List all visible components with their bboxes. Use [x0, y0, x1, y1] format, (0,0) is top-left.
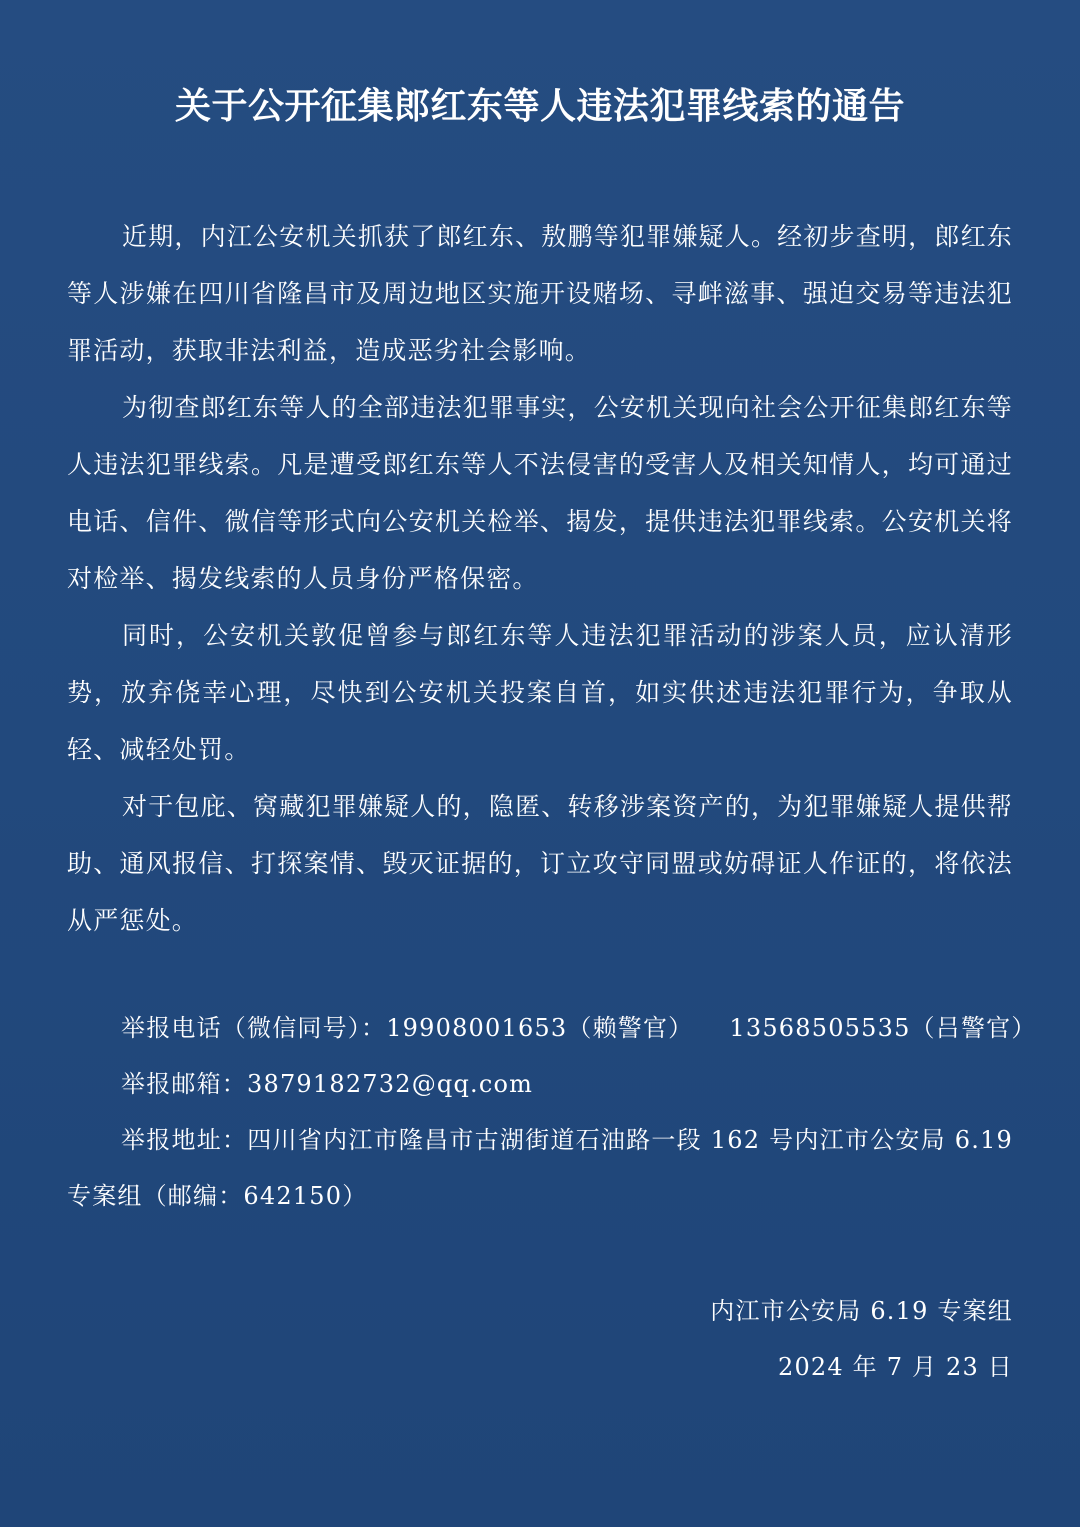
report-phone-label: 举报电话（微信同号）：: [121, 1014, 387, 1042]
paragraph-warning: 对于包庇、窝藏犯罪嫌疑人的，隐匿、转移涉案资产的，为犯罪嫌疑人提供帮助、通风报信、打探案情、毁灭证据的，订立攻守同盟或妨碍证人作证的，将依法从严惩处。: [67, 792, 1013, 935]
report-email-line: [67, 1056, 1013, 1112]
report-phone-2[interactable]: 13568505535（吕警官）: [729, 1014, 1037, 1042]
report-email-label: 举报邮箱：: [121, 1070, 247, 1098]
paragraph-solicit-clues: 为彻查郎红东等人的全部违法犯罪事实，公安机关现向社会公开征集郎红东等人违法犯罪线索。凡是遭受郎红东等人不法侵害的受害人及相关知情人，均可通过电话、信件、微信等形式向公安机关检举、揭发，提供违法犯罪线索。公安机关将对检举、揭发线索的人员身份严格保密。: [67, 393, 1013, 593]
signature-org: 内江市公安局 6.19 专案组: [710, 1297, 1013, 1325]
report-contacts: [67, 1000, 1037, 1224]
report-phone-line: [67, 1000, 1037, 1056]
report-email[interactable]: 3879182732@qq.com: [247, 1070, 534, 1098]
notice-body: [67, 208, 1013, 949]
report-address-label: 举报地址：: [121, 1126, 248, 1154]
report-address-line: [67, 1112, 1013, 1224]
notice-signature: [710, 1283, 1013, 1395]
report-phone-1[interactable]: 19908001653（赖警官）: [386, 1014, 694, 1042]
paragraph-urge-surrender: 同时，公安机关敦促曾参与郎红东等人违法犯罪活动的涉案人员，应认清形势，放弃侥幸心理，尽快到公安机关投案自首，如实供述违法犯罪行为，争取从轻、减轻处罚。: [67, 621, 1013, 764]
report-address: 四川省内江市隆昌市古湖街道石油路一段 162 号内江市公安局 6.19 专案组（邮编：642150）: [67, 1126, 1014, 1210]
signature-date: 2024 年 7 月 23 日: [777, 1353, 1013, 1381]
paragraph-arrest: 近期，内江公安机关抓获了郎红东、敖鹏等犯罪嫌疑人。经初步查明，郎红东等人涉嫌在四川省隆昌市及周边地区实施开设赌场、寻衅滋事、强迫交易等违法犯罪活动，获取非法利益，造成恶劣社会影响。: [67, 222, 1013, 365]
notice-title: 关于公开征集郎红东等人违法犯罪线索的通告: [174, 85, 905, 127]
